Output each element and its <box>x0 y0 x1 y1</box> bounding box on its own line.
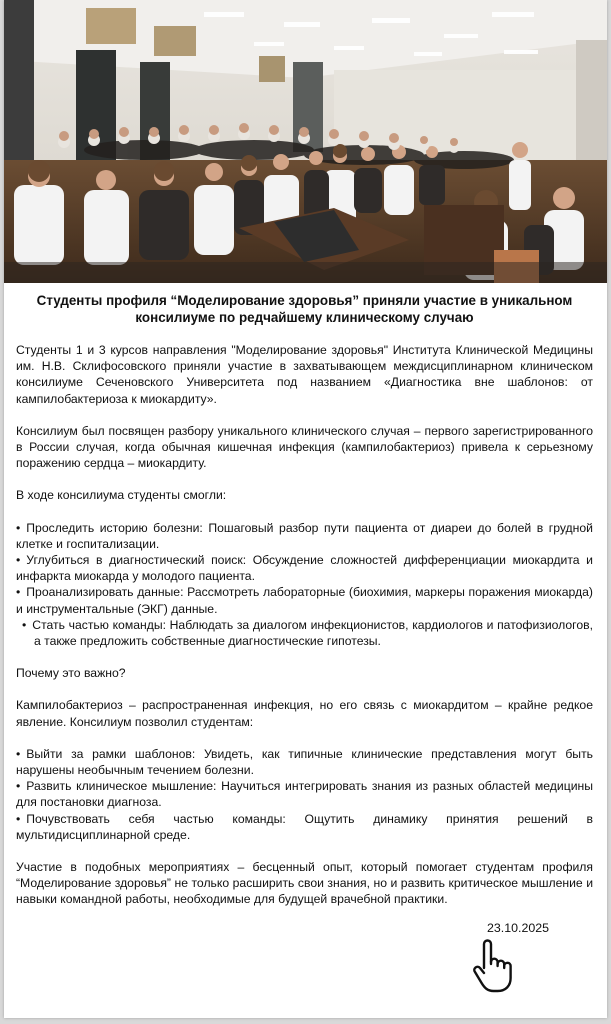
list-item <box>16 520 593 552</box>
bullet: • <box>16 779 21 794</box>
benefits-list <box>16 746 593 843</box>
bullet: • <box>22 617 27 632</box>
list-item-text: Развить клиническое мышление: Научиться интегрировать знания из разных областей медицины для постановки диагноза. <box>16 779 593 810</box>
list-item <box>16 778 593 810</box>
bullet: • <box>16 553 21 568</box>
skills-list <box>16 520 593 650</box>
list-item <box>16 584 593 616</box>
list-item-text: Углубиться в диагностический поиск: Обсуждение сложностей дифференциации миокардита и инфаркта миокарда у молодого пациента. <box>16 553 593 584</box>
bullet: • <box>16 746 21 761</box>
article-body <box>16 292 593 924</box>
pointing-hand-icon[interactable] <box>472 938 512 994</box>
article-title: Студенты профиля “Моделирование здоровья” приняли участие в уникальном консилиуме по редчайшему клиническому случаю <box>36 293 573 325</box>
bullet: • <box>16 585 21 600</box>
why-paragraph: Кампилобактериоз – распространенная инфекция, но его связь с миокардитом – крайне редкое явление. Консилиум позволил студентам: <box>16 698 593 729</box>
list-item-text: Стать частью команды: Наблюдать за диалогом инфекционистов, кардиологов и патофизиологов, а также предложить собственные диагностические гипотезы. <box>32 617 593 649</box>
intro-paragraph: Студенты 1 и 3 курсов направления "Моделирование здоровья" Института Клинической Медицины им. Н.В. Склифосовского приняли участие в захватывающем междисциплинарном клиническом консилиуме Сеченовского Университета под названием «Диагностика вне шаблонов: от кампилобактериоза к миокардиту». <box>16 343 593 406</box>
bullet: • <box>16 811 21 826</box>
lecture-hall-photo <box>4 0 607 283</box>
list-item-text: Проследить историю болезни: Пошаговый разбор пути пациента от диареи до болей в грудной клетке и госпитализации. <box>16 520 593 551</box>
list-item-text: Выйти за рамки шаблонов: Увидеть, как типичные клинические представления могут быть нарушены необычным течением болезни. <box>16 746 593 778</box>
list-intro: В ходе консилиума студенты смогли: <box>16 488 227 503</box>
case-paragraph: Консилиум был посвящен разбору уникального клинического случая – первого зарегистрированного в России случая, когда обычная кишечная инфекция (кампилобактериоз) привела к серьезному поражению сердца – миокардиту. <box>16 423 593 471</box>
list-item-text: Почувствовать себя частью команды: Ощутить динамику принятия решений в мультидисциплинарной среде. <box>16 811 593 842</box>
list-item <box>16 811 593 843</box>
list-item-text: Проанализировать данные: Рассмотреть лабораторные (биохимия, маркеры поражения миокарда) и инструментальные (ЭКГ) данные. <box>16 585 593 616</box>
closing-paragraph: Участие в подобных мероприятиях – бесценный опыт, который помогает студентам профиля “Моделирование здоровья” не только расширить свои знания, но и развить критическое мышление и навыки командной работы, необходимые для будущей врачебной практики. <box>16 860 593 907</box>
list-item <box>16 617 593 649</box>
bullet: • <box>16 520 21 535</box>
why-heading: Почему это важно? <box>16 666 126 681</box>
list-item <box>16 746 593 778</box>
publication-date: 23.10.2025 <box>487 921 550 935</box>
list-item <box>16 552 593 584</box>
article-card <box>4 0 607 1018</box>
